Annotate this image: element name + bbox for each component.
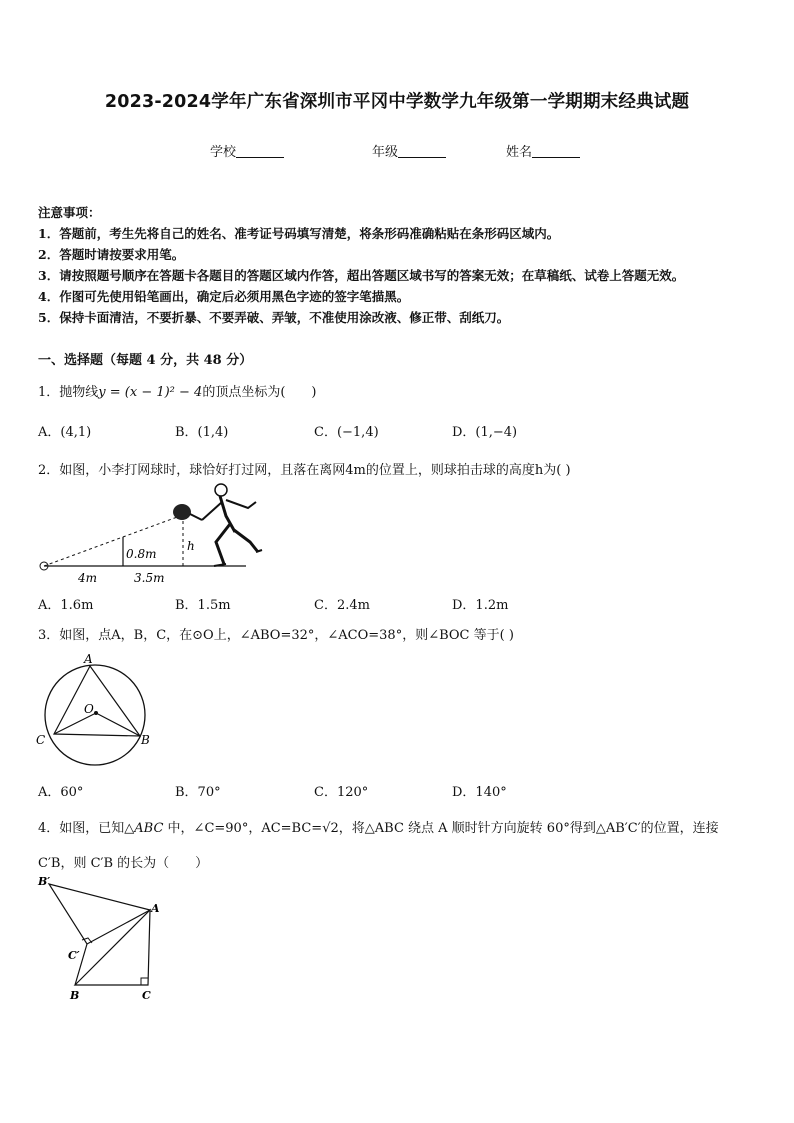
net-height-label: 0.8m: [126, 547, 157, 561]
q4-sqrt: √2: [322, 821, 339, 836]
note-item: 4．作图可先使用铅笔画出，确定后必须用黑色字迹的签字笔描黑。: [38, 289, 410, 304]
question-3: 3．如图，点A，B，C，在⊙O上，∠ABO=32°，∠ACO=38°，则∠BOC 等于( ): [38, 628, 514, 643]
grade-blank: [398, 144, 446, 158]
rotation-figure: [30, 872, 170, 1006]
note-item: 1．答题前，考生先将自己的姓名、准考证号码填写清楚，将条形码准确粘贴在条形码区域内。: [38, 226, 560, 241]
q2-option-a: A．1.6m: [38, 598, 94, 613]
page-title: 2023-2024学年广东省深圳市平冈中学数学九年级第一学期期末经典试题: [104, 92, 690, 112]
ball-path: [44, 516, 180, 566]
question-4-line2: C′B，则 C′B 的长为（ ）: [38, 856, 209, 871]
school-blank: [236, 144, 284, 158]
label-c: C: [142, 989, 151, 1002]
q1-option-a: A．(4,1): [38, 425, 92, 440]
distance-3-5m-label: 3.5m: [134, 571, 165, 585]
center-point: [94, 711, 98, 715]
distance-4m-label: 4m: [78, 571, 98, 585]
label-o: O: [84, 702, 94, 716]
q2-option-d: D．1.2m: [452, 598, 509, 613]
q3-option-a: A．60°: [38, 785, 84, 800]
q4-text-a: 4．如图，已知△: [38, 821, 135, 836]
label-b: B: [141, 733, 150, 747]
q2-option-c: C．2.4m: [314, 598, 370, 613]
q2-option-b: B．1.5m: [175, 598, 231, 613]
right-angle-c: [141, 978, 148, 985]
circle-figure: [30, 650, 160, 772]
q4-text-b: 中，∠C=90°，AC=BC=: [163, 821, 323, 836]
note-item: 2．答题时请按要求用笔。: [38, 247, 185, 262]
label-a: A: [151, 902, 160, 915]
question-1: [38, 381, 316, 400]
question-4-line1: [38, 817, 719, 836]
school-field: [210, 141, 284, 160]
label-c-prime: C′: [68, 949, 80, 962]
name-label: 姓名: [506, 145, 533, 160]
q3-option-d: D．140°: [452, 785, 507, 800]
q1-option-c: C．(−1,4): [314, 425, 379, 440]
section-heading: 一、选择题（每题 4 分，共 48 分）: [38, 353, 253, 368]
label-b: B: [70, 989, 80, 1002]
note-item: 5．保持卡面清洁，不要折暴、不要弄破、弄皱，不准使用涂改液、修正带、刮纸刀。: [38, 310, 510, 325]
question-2: 2．如图，小李打网球时，球恰好打过网，且落在离网4m的位置上，则球拍击球的高度h为( ): [38, 463, 571, 478]
q1-suffix: 的顶点坐标为( ): [202, 385, 317, 400]
q1-prefix: 1．抛物线: [38, 385, 99, 400]
label-b-prime: B′: [38, 875, 51, 888]
notes-heading: 注意事项：: [38, 205, 101, 220]
grade-field: [372, 141, 446, 160]
tennis-figure: [30, 480, 270, 588]
player-icon: [173, 484, 262, 566]
school-label: 学校: [210, 145, 237, 160]
triangle-ab-prime-c-prime: [49, 884, 150, 944]
name-field: [506, 141, 580, 160]
q4-abc: ABC: [134, 821, 164, 836]
q1-option-b: B．(1,4): [175, 425, 229, 440]
q4-text-c: ，将△ABC 绕点 A 顺时针方向旋转 60°得到△AB′C′的位置，连接: [338, 821, 719, 836]
q1-formula: y = (x − 1)² − 4: [98, 385, 203, 400]
label-c: C: [36, 733, 46, 747]
name-blank: [532, 144, 580, 158]
circle-o: [45, 665, 145, 765]
label-a: A: [84, 652, 93, 666]
radii-ob-oc: [54, 713, 140, 736]
q1-option-d: D．(1,−4): [452, 425, 518, 440]
grade-label: 年级: [372, 145, 399, 160]
q3-option-c: C．120°: [314, 785, 369, 800]
h-label: h: [187, 539, 195, 553]
q3-option-b: B．70°: [175, 785, 221, 800]
note-item: 3．请按照题号顺序在答题卡各题目的答题区域内作答，超出答题区域书写的答案无效；在草稿纸、试卷上答题无效。: [38, 268, 685, 283]
